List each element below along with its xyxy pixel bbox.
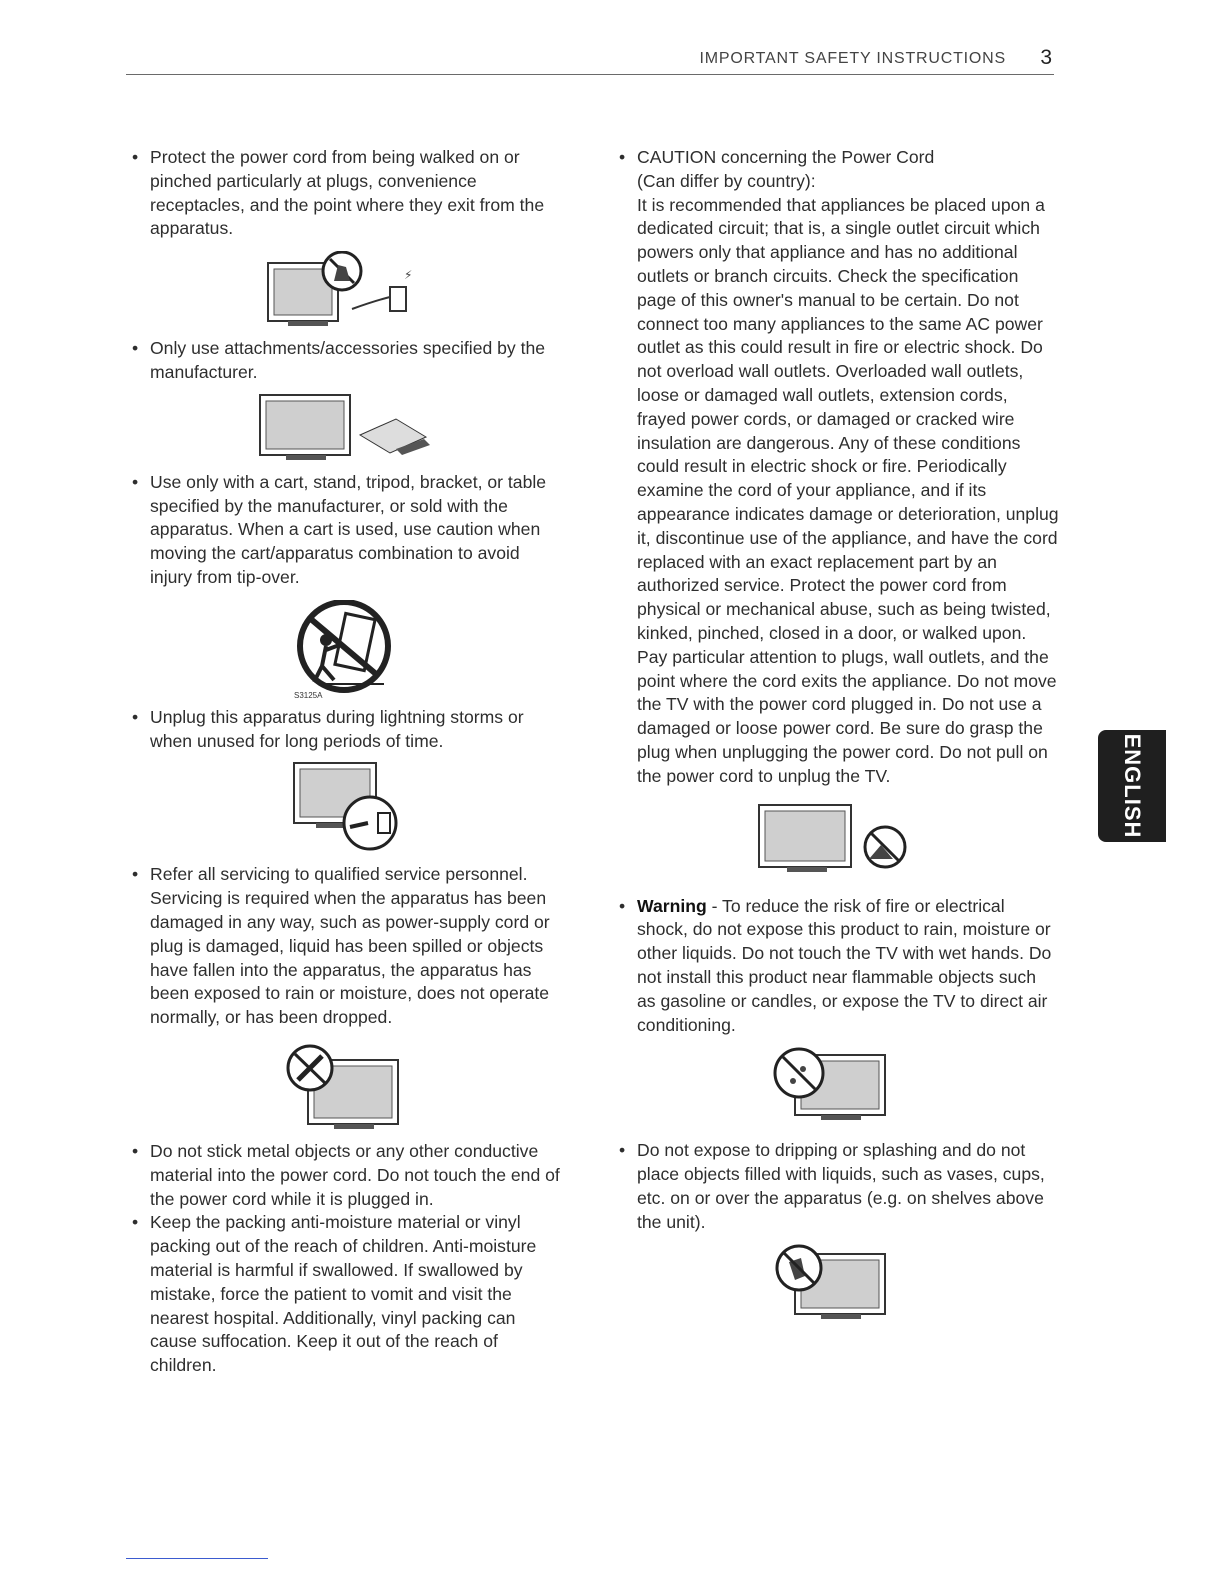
bullet: • [619, 1140, 626, 1161]
power-cord-figure [264, 251, 564, 333]
list-item [132, 1140, 564, 1211]
header-title: IMPORTANT SAFETY INSTRUCTIONS [699, 50, 1006, 67]
bullet: • [619, 895, 626, 916]
item-text: Protect the power cord from being walked on or pinched particularly at plugs, convenience receptacles, and the point where they exit from the apparatus. [150, 147, 545, 239]
item-text: Refer all servicing to qualified service personnel. Servicing is required when the apparatus has been damaged in any way, such as power-supply cord or plug is damaged, liquid has been spilled or objects have fallen into the apparatus, the apparatus has been exposed to rain or moisture, does not operate normally, or has been dropped. [150, 864, 550, 1028]
unplug-figure [292, 761, 564, 859]
caution-subtitle: (Can differ by country): [637, 170, 816, 191]
servicing-figure [284, 1042, 564, 1134]
footer-rule [126, 1558, 268, 1559]
list-item [619, 1139, 1059, 1234]
cart-tipover-figure [292, 600, 564, 702]
bullet: • [132, 706, 139, 727]
item-text: Do not expose to dripping or splashing and do not place objects filled with liquids, such as vases, cups, etc. on or over the apparatus (e.g. on shelves above the unit). [637, 1140, 1045, 1232]
bullet: • [132, 1140, 139, 1161]
item-text: Unplug this apparatus during lightning storms or when unused for long periods of time. [150, 706, 524, 751]
language-tab [1098, 730, 1166, 842]
list-item [132, 146, 564, 241]
right-column [619, 146, 1059, 1324]
list-item [132, 337, 564, 385]
item-text: Use only with a cart, stand, tripod, bracket, or table specified by the manufacturer, or sold with the apparatus. When a cart is used, use caution when moving the cart/apparatus combination to avoid injury from tip-over. [150, 471, 547, 587]
moisture-figure [771, 1047, 1059, 1123]
bullet: • [619, 147, 626, 167]
bullet: • [132, 1212, 139, 1233]
svg-text:⚡: ⚡ [404, 268, 413, 283]
item-text: Keep the packing anti-moisture material or vinyl packing out of the reach of children. Anti-moisture material is harmful if swallowed. If swallowed by mistake, force the patient to vomit and visit the nearest hospital. Additionally, vinyl packing can cause suffocation. Keep it out of the reach of children. [150, 1212, 537, 1376]
list-item [132, 863, 564, 1030]
bullet: • [132, 338, 139, 359]
dripping-figure [771, 1244, 1059, 1324]
warning-text [637, 895, 1059, 1038]
bullet: • [132, 864, 139, 885]
warning-label: Warning [637, 895, 707, 916]
caution-item [619, 146, 1059, 789]
warning-item [619, 895, 1059, 1038]
bullet: • [132, 147, 139, 167]
bullet: • [132, 471, 139, 492]
page-header [126, 48, 1054, 75]
item-text: Do not stick metal objects or any other conductive material into the power cord. Do not touch the end of the power cord while it is plugged in. [150, 1140, 560, 1209]
warning-body: - To reduce the risk of fire or electrical shock, do not expose this product to rain, moisture or other liquids. Do not touch the TV with wet hands. Do not install this product near flammable objects such as gasoline or candles, or expose the TV to direct air conditioning. [637, 895, 1052, 1035]
list-item [132, 706, 564, 754]
accessories-figure [256, 391, 564, 467]
outlet-overload-figure [757, 803, 1059, 879]
left-column [132, 146, 564, 1378]
caution-title: CAUTION concerning the Power Cord [637, 147, 935, 167]
list-item [132, 1211, 564, 1378]
item-text: Only use attachments/accessories specified by the manufacturer. [150, 338, 546, 382]
language-tab-label: ENGLISH [1120, 733, 1145, 839]
caution-body: It is recommended that appliances be placed upon a dedicated circuit; that is, a single outlet circuit which powers only that appliance and has no additional outlets or branch circuits. Check the specification page of this owner's manual to be certain. Do not connect too many appliances to the same AC power outlet as this could result in fire or electric shock. Do not overload wall outlets. Overloaded wall outlets, loose or damaged wall outlets, extension cords, frayed power cords, or damaged or cracked wire insulation are dangerous. Any of these conditions could result in electric shock or fire. Periodically examine the cord of your appliance, and if its appearance indicates damage or deterioration, unplug it, discontinue use of the appliance, and have the cord replaced with an exact replacement part by an authorized service. Protect the power cord from physical or mechanical abuse, such as being twisted, kinked, pinched, closed in a door, or walked upon. Pay particular attention to plugs, wall outlets, and the point where the cord exits the appliance. Do not move the TV with the power cord plugged in. Do not use a damaged or loose power cord. Be sure do grasp the plug when unplugging the power cord. Do not pull on the power cord to unplug the TV. [637, 194, 1059, 786]
list-item [132, 471, 564, 590]
cart-code-label: S3125A [294, 690, 323, 700]
page-number: 3 [1040, 46, 1052, 69]
